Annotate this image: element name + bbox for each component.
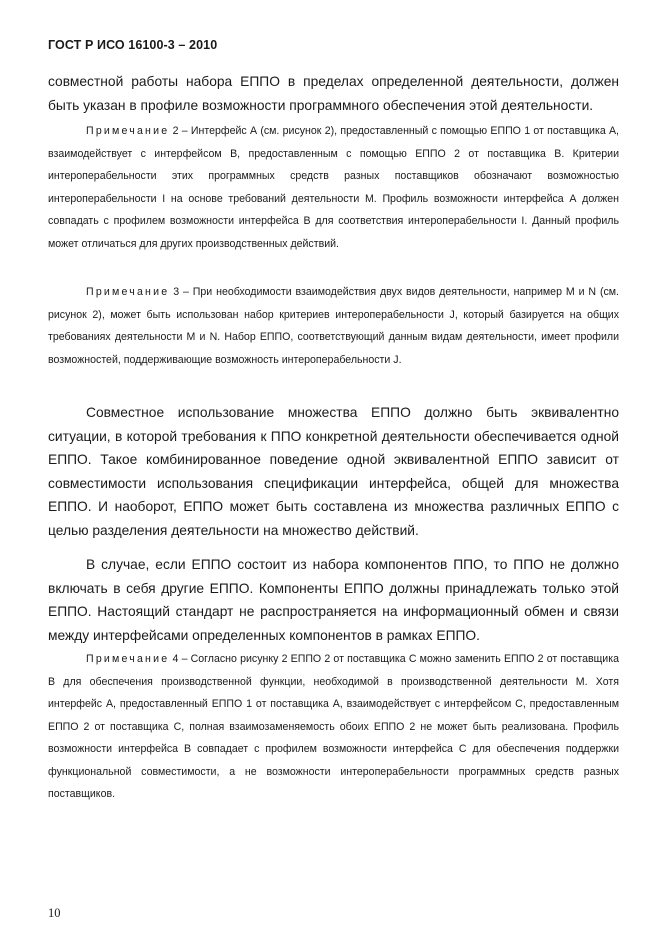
note-3-label: Примечание — [86, 286, 170, 298]
paragraph-2-text: В случае, если ЕППО состоит из набора компонентов ППО, то ППО не должно включать в себя другие ЕППО. Компоненты ЕППО должны принадлежать только этой ЕППО. Настоящий стандарт не распространяется на информационный обмен и связи между интерфейсами определенных компонентов в рамках ЕППО. — [48, 557, 619, 643]
document-header: ГОСТ Р ИСО 16100-3 – 2010 — [48, 38, 218, 52]
intro-text: совместной работы набора ЕППО в пределах определенной деятельности, должен быть указан в профиле возможности программного обеспечения этой деятельности. — [48, 74, 619, 113]
note-3 — [48, 281, 619, 371]
paragraph-2 — [48, 553, 619, 647]
note-4 — [48, 648, 619, 806]
paragraph-1 — [48, 401, 619, 542]
note-4-text: 4 – Согласно рисунку 2 ЕППО 2 от поставщика С можно заменить ЕППО 2 от поставщика В для обеспечения производственной функции, необходимой в производственной деятельности М. Хотя интерфейс А, предоставленный ЕППО 1 от поставщика А, взаимодействует с интерфейсом С, предоставленным ЕППО 2 от поставщика С, полная взаимозаменяемость обоих ЕППО 2 не может быть реализована. Профиль возможности интерфейса В совпадает с профилем возможности интерфейса С для обеспечения поддержки функциональной совместимости, а не возможности интероперабельности программных средств разных поставщиков. — [48, 653, 619, 800]
note-2-label: Примечание — [86, 125, 170, 137]
note-4-label: Примечание — [86, 653, 170, 665]
page-number: 10 — [48, 906, 61, 920]
note-3-text: 3 – При необходимости взаимодействия двух видов деятельности, например М и N (см. рисунок 2), может быть использован набор критериев интероперабельности J, который базируется на общих требованиях деятельности М и N. Набор ЕППО, соответствующий данным видам деятельности, имеет профили возможностей, поддерживающие возможность интероперабельности J. — [48, 286, 619, 366]
note-2-text: 2 – Интерфейс А (см. рисунок 2), предоставленный с помощью ЕППО 1 от поставщика А, взаимодействует с интерфейсом В, предоставленным с помощью ЕППО 2 от поставщика В. Критерии интероперабельности этих программных средств разных поставщиков обозначают возможностью интероперабельности I на основе требований деятельности М. Профиль возможности интерфейса А должен совпадать с профилем возможности интерфейса В для соответствия интероперабельности I. Данный профиль может отличаться для других производственных действий. — [48, 125, 619, 250]
paragraph-1-text: Совместное использование множества ЕППО должно быть эквивалентно ситуации, в которой требования к ППО конкретной деятельности обеспечивается одной ЕППО. Такое комбинированное поведение одной эквивалентной ЕППО зависит от совместимости использования спецификации интерфейса, общей для множества ЕППО. И наоборот, ЕППО может быть составлена из множества различных ЕППО с целью разделения деятельности на множество действий. — [48, 405, 619, 538]
intro-paragraph — [48, 70, 619, 117]
note-2 — [48, 120, 619, 255]
